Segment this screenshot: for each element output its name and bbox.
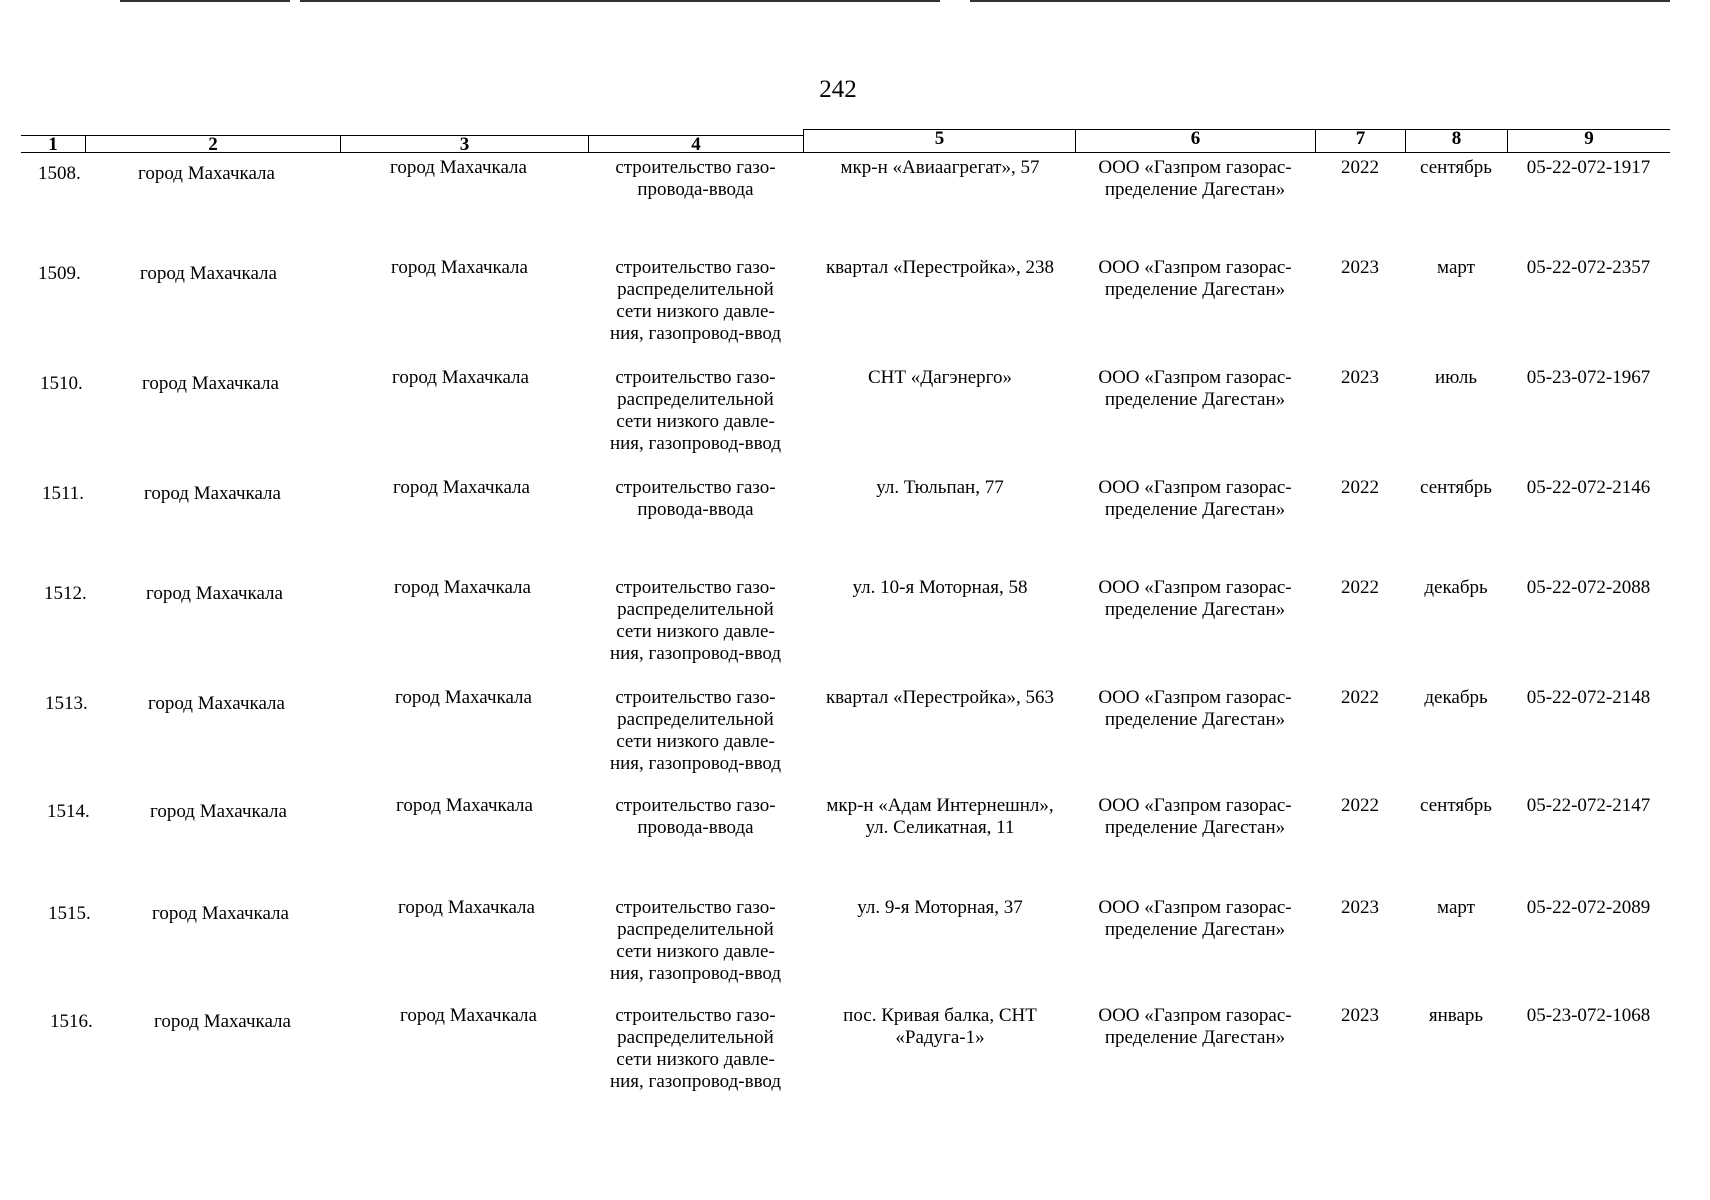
cell-code: 05-22-072-1917 <box>1526 157 1651 178</box>
cell-locality: город Махачкала <box>393 477 530 498</box>
cell-org: ООО «Газпром газорас- пределение Дагестан» <box>1098 477 1292 520</box>
header-col-3: 3 <box>340 135 588 153</box>
cell-work: строительство газо- провода-ввода <box>615 157 776 200</box>
cell-number: 1509. <box>38 263 81 284</box>
cell-year: 2023 <box>1341 897 1379 918</box>
scan-edge-left <box>120 0 290 2</box>
cell-work: строительство газо- распределительной сети низкого давле- ния, газопровод-ввод <box>609 687 782 774</box>
table-row <box>0 687 1710 787</box>
cell-month: декабрь <box>1424 687 1488 708</box>
cell-work: строительство газо- провода-ввода <box>615 795 776 838</box>
table-row <box>0 477 1710 577</box>
cell-work: строительство газо- распределительной сети низкого давле- ния, газопровод-ввод <box>609 1005 782 1092</box>
cell-address: квартал «Перестройка», 563 <box>825 687 1055 708</box>
cell-district: город Махачкала <box>150 801 287 822</box>
cell-address: ул. 10-я Моторная, 58 <box>852 577 1028 598</box>
cell-district: город Махачкала <box>148 693 285 714</box>
cell-locality: город Махачкала <box>400 1005 537 1026</box>
cell-number: 1510. <box>40 373 83 394</box>
cell-district: город Махачкала <box>146 583 283 604</box>
cell-org: ООО «Газпром газорас- пределение Дагестан» <box>1098 795 1292 838</box>
cell-month: март <box>1437 897 1475 918</box>
header-col-6: 6 <box>1075 129 1315 153</box>
header-col-8: 8 <box>1405 129 1507 153</box>
cell-year: 2023 <box>1341 1005 1379 1026</box>
cell-org: ООО «Газпром газорас- пределение Дагестан» <box>1098 577 1292 620</box>
cell-district: город Махачкала <box>138 163 275 184</box>
cell-address: ул. 9-я Моторная, 37 <box>857 897 1023 918</box>
cell-code: 05-22-072-2357 <box>1526 257 1651 278</box>
cell-year: 2022 <box>1341 687 1379 708</box>
cell-year: 2022 <box>1341 795 1379 816</box>
table-row <box>0 795 1710 895</box>
cell-month: июль <box>1434 367 1478 388</box>
table-row <box>0 367 1710 467</box>
cell-work: строительство газо- распределительной сети низкого давле- ния, газопровод-ввод <box>609 257 782 344</box>
cell-number: 1511. <box>42 483 85 504</box>
cell-org: ООО «Газпром газорас- пределение Дагестан» <box>1098 257 1292 300</box>
table-row <box>0 157 1710 257</box>
cell-year: 2022 <box>1341 157 1379 178</box>
cell-number: 1508. <box>38 163 81 184</box>
cell-locality: город Махачкала <box>398 897 535 918</box>
cell-number: 1516. <box>50 1011 93 1032</box>
cell-district: город Махачкала <box>152 903 289 924</box>
cell-year: 2023 <box>1341 367 1379 388</box>
cell-district: город Махачкала <box>142 373 279 394</box>
cell-locality: город Махачкала <box>391 257 528 278</box>
cell-year: 2022 <box>1341 577 1379 598</box>
cell-code: 05-22-072-2146 <box>1526 477 1651 498</box>
cell-locality: город Махачкала <box>395 687 532 708</box>
header-col-7: 7 <box>1315 129 1405 153</box>
cell-month: март <box>1437 257 1475 278</box>
cell-district: город Махачкала <box>144 483 281 504</box>
cell-number: 1513. <box>45 693 88 714</box>
table-row <box>0 577 1710 677</box>
cell-month: декабрь <box>1424 577 1488 598</box>
cell-address: пос. Кривая балка, СНТ «Радуга-1» <box>843 1005 1037 1048</box>
cell-code: 05-22-072-2089 <box>1526 897 1651 918</box>
scan-edge-right <box>970 0 1670 2</box>
cell-address: мкр-н «Адам Интернешнл», ул. Селикатная, 11 <box>826 795 1054 838</box>
scan-edge-middle <box>300 0 940 2</box>
cell-number: 1512. <box>44 583 87 604</box>
cell-district: город Махачкала <box>154 1011 291 1032</box>
cell-district: город Махачкала <box>140 263 277 284</box>
header-col-9: 9 <box>1507 129 1670 153</box>
table-row <box>0 1005 1710 1105</box>
cell-code: 05-23-072-1068 <box>1526 1005 1651 1026</box>
cell-code: 05-22-072-2088 <box>1526 577 1651 598</box>
cell-org: ООО «Газпром газорас- пределение Дагестан» <box>1098 687 1292 730</box>
cell-work: строительство газо- провода-ввода <box>615 477 776 520</box>
table-row <box>0 897 1710 997</box>
cell-code: 05-23-072-1967 <box>1526 367 1651 388</box>
cell-number: 1514. <box>47 801 90 822</box>
cell-year: 2023 <box>1341 257 1379 278</box>
cell-work: строительство газо- распределительной сети низкого давле- ния, газопровод-ввод <box>609 367 782 454</box>
header-col-4: 4 <box>588 135 803 153</box>
cell-locality: город Махачкала <box>396 795 533 816</box>
cell-org: ООО «Газпром газорас- пределение Дагестан» <box>1098 367 1292 410</box>
cell-address: квартал «Перестройка», 238 <box>825 257 1055 278</box>
header-col-1: 1 <box>21 135 85 153</box>
header-col-5: 5 <box>803 129 1075 153</box>
table-row <box>0 257 1710 357</box>
cell-locality: город Махачкала <box>392 367 529 388</box>
cell-month: сентябрь <box>1420 157 1492 178</box>
cell-code: 05-22-072-2147 <box>1526 795 1651 816</box>
cell-code: 05-22-072-2148 <box>1526 687 1651 708</box>
cell-year: 2022 <box>1341 477 1379 498</box>
cell-org: ООО «Газпром газорас- пределение Дагестан» <box>1098 1005 1292 1048</box>
cell-org: ООО «Газпром газорас- пределение Дагестан» <box>1098 897 1292 940</box>
cell-month: январь <box>1428 1005 1484 1026</box>
cell-work: строительство газо- распределительной сети низкого давле- ния, газопровод-ввод <box>609 897 782 984</box>
header-col-2: 2 <box>85 135 340 153</box>
page-number: 242 <box>819 76 857 103</box>
cell-address: СНТ «Дагэнерго» <box>867 367 1012 388</box>
cell-work: строительство газо- распределительной сети низкого давле- ния, газопровод-ввод <box>609 577 782 664</box>
cell-month: сентябрь <box>1420 795 1492 816</box>
cell-locality: город Махачкала <box>394 577 531 598</box>
cell-address: ул. Тюльпан, 77 <box>876 477 1004 498</box>
cell-number: 1515. <box>48 903 91 924</box>
table-header <box>0 127 1710 153</box>
cell-org: ООО «Газпром газорас- пределение Дагестан» <box>1098 157 1292 200</box>
cell-locality: город Махачкала <box>390 157 527 178</box>
cell-address: мкр-н «Авиаагрегат», 57 <box>840 157 1040 178</box>
cell-month: сентябрь <box>1420 477 1492 498</box>
